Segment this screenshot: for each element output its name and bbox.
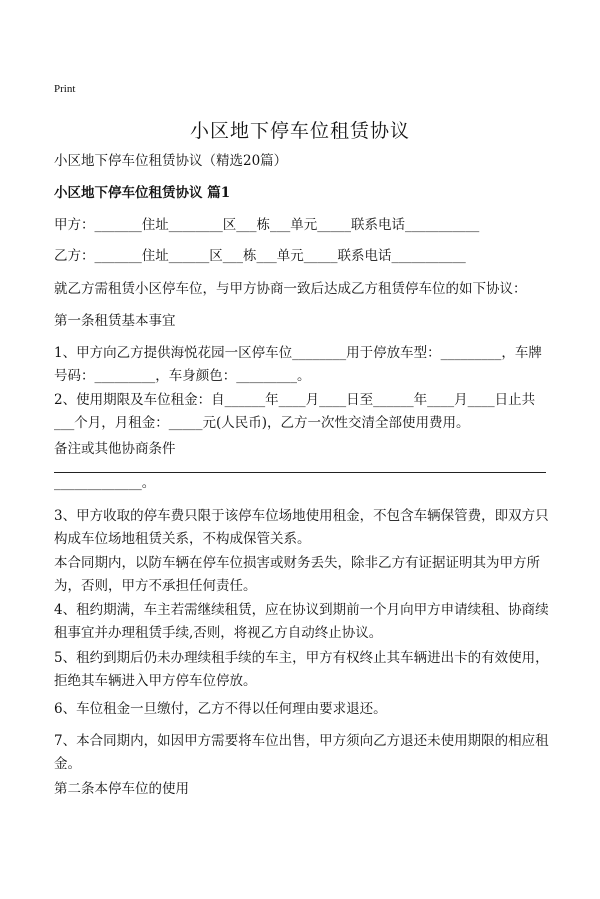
document-subtitle: 小区地下停车位租赁协议（精选20篇） xyxy=(54,153,288,169)
clause-2: 2、使用期限及车位租金：自______年____月____日至______年____月____日止共___个月，月租金：_____元(人民币)，乙方一次性交清全部使用费用。 xyxy=(54,392,536,431)
clause-contract-period: 本合同期内，以防车辆在停车位损害或财务丢失，除非乙方有证据证明其为甲方所为，否则，甲方不承担任何责任。 xyxy=(54,555,540,594)
clause-5: 5、租约到期后仍未办理续租手续的车主，甲方有权终止其车辆进出卡的有效使用，拒绝其车辆进入甲方停车位停放。 xyxy=(54,650,549,689)
intro-paragraph: 就乙方需租赁小区停车位，与甲方协商一致后达成乙方租赁停车位的如下协议： xyxy=(54,281,527,297)
party-b-line: 乙方：_______住址______区___栋___单元_____联系电话___________ xyxy=(54,248,466,264)
clause-3: 3、甲方收取的停车费只限于该停车位场地使用租金，不包含车辆保管费，即双方只构成车位场地租赁关系，不构成保管关系。 xyxy=(54,508,549,547)
remarks-heading: 备注或其他协商条件 xyxy=(54,441,176,457)
clause-1: 1、甲方向乙方提供海悦花园一区停车位________用于停放车型：_________，车牌号码：_________，车身颜色：_________。 xyxy=(54,345,542,384)
clause-6: 6、车位租金一旦缴付，乙方不得以任何理由要求退还。 xyxy=(54,701,387,717)
clause-4: 4、租约期满，车主若需继续租赁，应在协议到期前一个月向甲方申请续租、协商续租事宜并办理租赁手续,否则，将视乙方自动终止协议。 xyxy=(54,602,549,641)
print-label[interactable]: Print xyxy=(54,83,76,95)
article2-heading: 第二条本停车位的使用 xyxy=(54,781,189,797)
party-a-line: 甲方：_______住址________区___栋___单元_____联系电话___________ xyxy=(54,217,480,233)
clause-7: 7、本合同期内，如因甲方需要将车位出售，甲方须向乙方退还未使用期限的相应租金。 xyxy=(54,733,549,772)
article1-heading: 第一条租赁基本事宜 xyxy=(54,313,176,329)
remarks-tail: _____________。 xyxy=(54,475,156,491)
section-heading: 小区地下停车位租赁协议 篇1 xyxy=(54,185,231,201)
document-title: 小区地下停车位租赁协议 xyxy=(189,120,410,142)
